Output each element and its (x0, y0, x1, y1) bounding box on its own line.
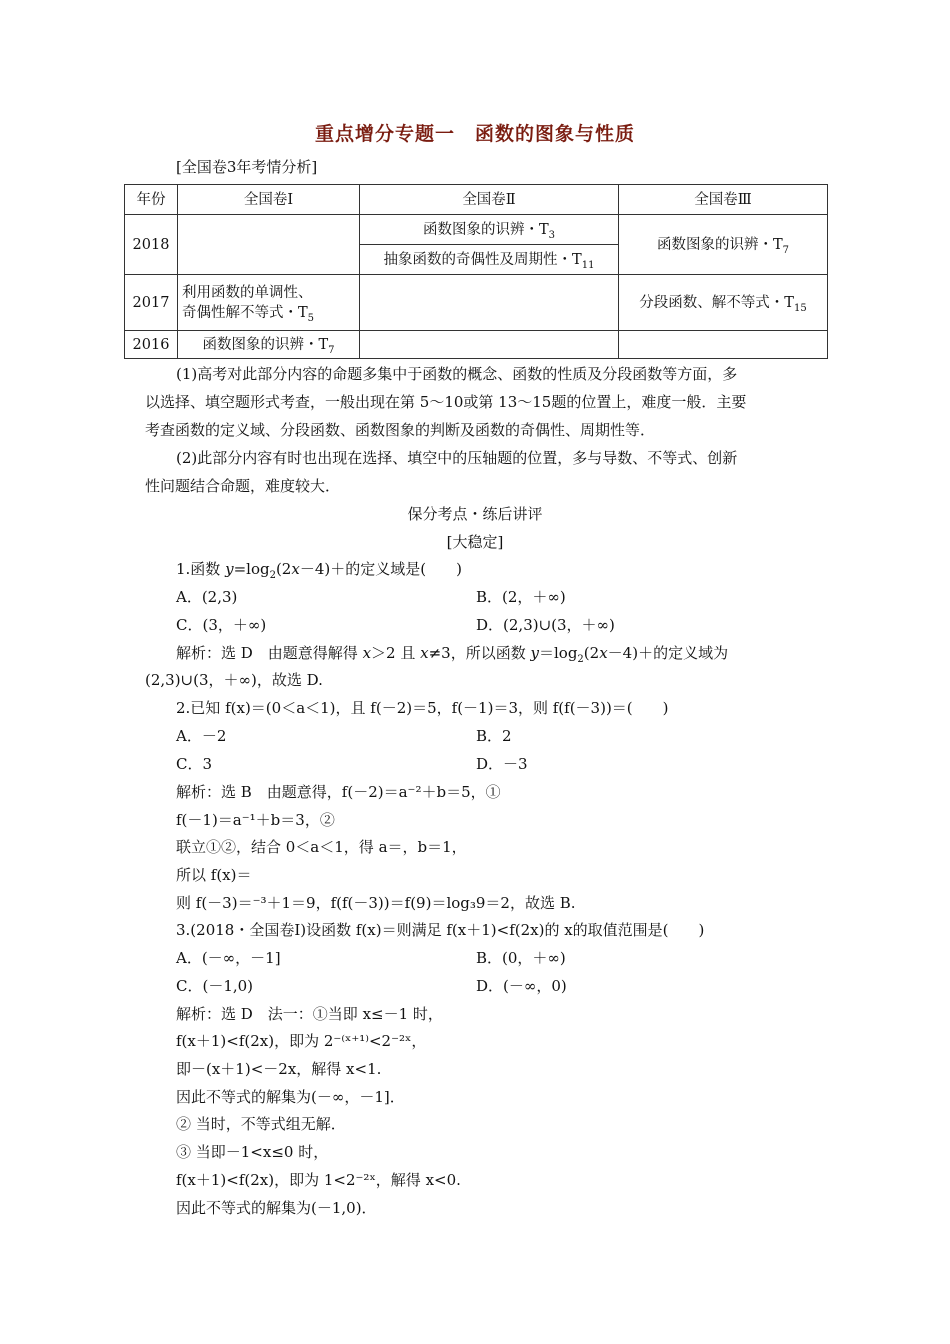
year-2018: 2018 (125, 215, 178, 275)
q3-solution-line-2: f(x＋1)<f(2x)，即为 2⁻⁽ˣ⁺¹⁾<2⁻²ˣ， (176, 1032, 427, 1050)
q2-option-c: C．3 (176, 755, 213, 773)
q2-solution-line-4: 所以 f(x)＝ (176, 866, 252, 884)
q1-option-d: D．(2,3)∪(3，＋∞) (476, 616, 615, 634)
q1-option-b: B．(2，＋∞) (476, 588, 566, 606)
header-year: 年份 (125, 185, 178, 215)
header-paper-1: 全国卷Ⅰ (178, 185, 360, 215)
q3-solution-line-6: ③ 当即－1<x≤0 时， (176, 1143, 329, 1161)
q2-option-b: B．2 (476, 727, 512, 745)
q3-option-b: B．(0，＋∞) (476, 949, 566, 967)
cell-2017-paper-2 (360, 275, 619, 331)
q3-solution-line-8: 因此不等式的解集为(－1,0)． (176, 1199, 377, 1217)
q2-solution-line-1: 解析：选 B 由题意得，f(－2)＝a⁻²＋b＝5，① (176, 783, 501, 801)
q3-option-d: D．(－∞，0) (476, 977, 567, 995)
subsection-tag: [大稳定] (446, 533, 504, 551)
q1-option-a: A．(2,3) (176, 588, 238, 606)
q2-solution-line-2: f(－1)＝a⁻¹＋b＝3，② (176, 811, 335, 829)
q3-option-c: C．(－1,0) (176, 977, 254, 995)
cell-2018-paper-2b: 抽象函数的奇偶性及周期性・$T_{11}$ (360, 245, 619, 275)
header-paper-2: 全国卷Ⅱ (360, 185, 619, 215)
para-1-line-3: 考查函数的定义域、分段函数、函数图象的判断及函数的奇偶性、周期性等． (145, 421, 656, 439)
para-2-line-2: 性问题结合命题，难度较大． (145, 477, 341, 495)
q2-option-d: D．－3 (476, 755, 528, 773)
q3-solution-line-3: 即－(x＋1)<－2x，解得 x<1. (176, 1060, 382, 1078)
question-2-stem: 2.已知 f(x)＝(0＜a＜1)，且 f(－2)＝5，f(－1)＝3，则 f(f(－3))＝( ) (176, 699, 669, 717)
year-2016: 2016 (125, 331, 178, 359)
q3-solution-line-4: 因此不等式的解集为(－∞，－1]． (176, 1088, 405, 1106)
cell-2016-paper-3 (619, 331, 828, 359)
q3-solution-line-1: 解析：选 D 法一：①当即 x≤－1 时， (176, 1005, 443, 1023)
para-1-line-2: 以选择、填空题形式考查，一般出现在第 5～10或第 13～15题的位置上，难度一般．主要 (145, 393, 747, 411)
year-2017: 2017 (125, 275, 178, 331)
question-1-stem: 1.函数 $y=\log_2(2x-4)+$的定义域是( ) (176, 560, 462, 581)
cell-2016-paper-1: 函数图象的识辨・$T_7$ (178, 331, 360, 359)
q2-solution-line-5: 则 f(－3)＝⁻³＋1＝9，f(f(－3))＝f(9)＝log₃9＝2，故选 B. (176, 894, 576, 912)
cell-2016-paper-2 (360, 331, 619, 359)
cell-2017-paper-1: 利用函数的单调性、 奇偶性解不等式・$T_5$ (178, 275, 360, 331)
header-paper-3: 全国卷Ⅲ (619, 185, 828, 215)
cell-2018-paper-3: 函数图象的识辨・$T_7$ (619, 215, 828, 275)
q1-answer-line-1: 解析：选 D 由题意得解得 x＞2 且 x≠3，所以函数 $y=\log_2(2x-4)+$的定义域为 (176, 644, 729, 665)
question-3-stem: 3.(2018・全国卷Ⅰ)设函数 f(x)＝则满足 f(x＋1)<f(2x)的 x的取值范围是( ) (176, 921, 705, 939)
para-2-line-1: (2)此部分内容有时也出现在选择、填空中的压轴题的位置，多与导数、不等式、创新 (176, 449, 738, 467)
section-label: [全国卷3年考情分析] (176, 158, 318, 176)
cell-2017-paper-3: 分段函数、解不等式・$T_{15}$ (619, 275, 828, 331)
q3-option-a: A．(－∞，－1] (176, 949, 281, 967)
subsection-title: 保分考点・练后讲评 (407, 505, 543, 523)
page-title: 重点增分专题一 函数的图象与性质 (314, 123, 635, 145)
cell-2018-paper-1 (178, 215, 360, 275)
q3-solution-line-5: ② 当时，不等式组无解． (176, 1115, 346, 1133)
q1-option-c: C．(3，＋∞) (176, 616, 267, 634)
q3-solution-line-7: f(x＋1)<f(2x)，即为 1<2⁻²ˣ，解得 x<0. (176, 1171, 461, 1189)
q1-answer-line-2: (2,3)∪(3，＋∞)，故选 D. (145, 671, 323, 689)
cell-2018-paper-2a: 函数图象的识辨・$T_3$ (360, 215, 619, 245)
q2-option-a: A．－2 (176, 727, 227, 745)
exam-analysis-table (124, 184, 828, 359)
para-1-line-1: (1)高考对此部分内容的命题多集中于函数的概念、函数的性质及分段函数等方面，多 (176, 365, 738, 383)
q2-solution-line-3: 联立①②，结合 0＜a＜1，得 a＝，b＝1， (176, 838, 467, 856)
